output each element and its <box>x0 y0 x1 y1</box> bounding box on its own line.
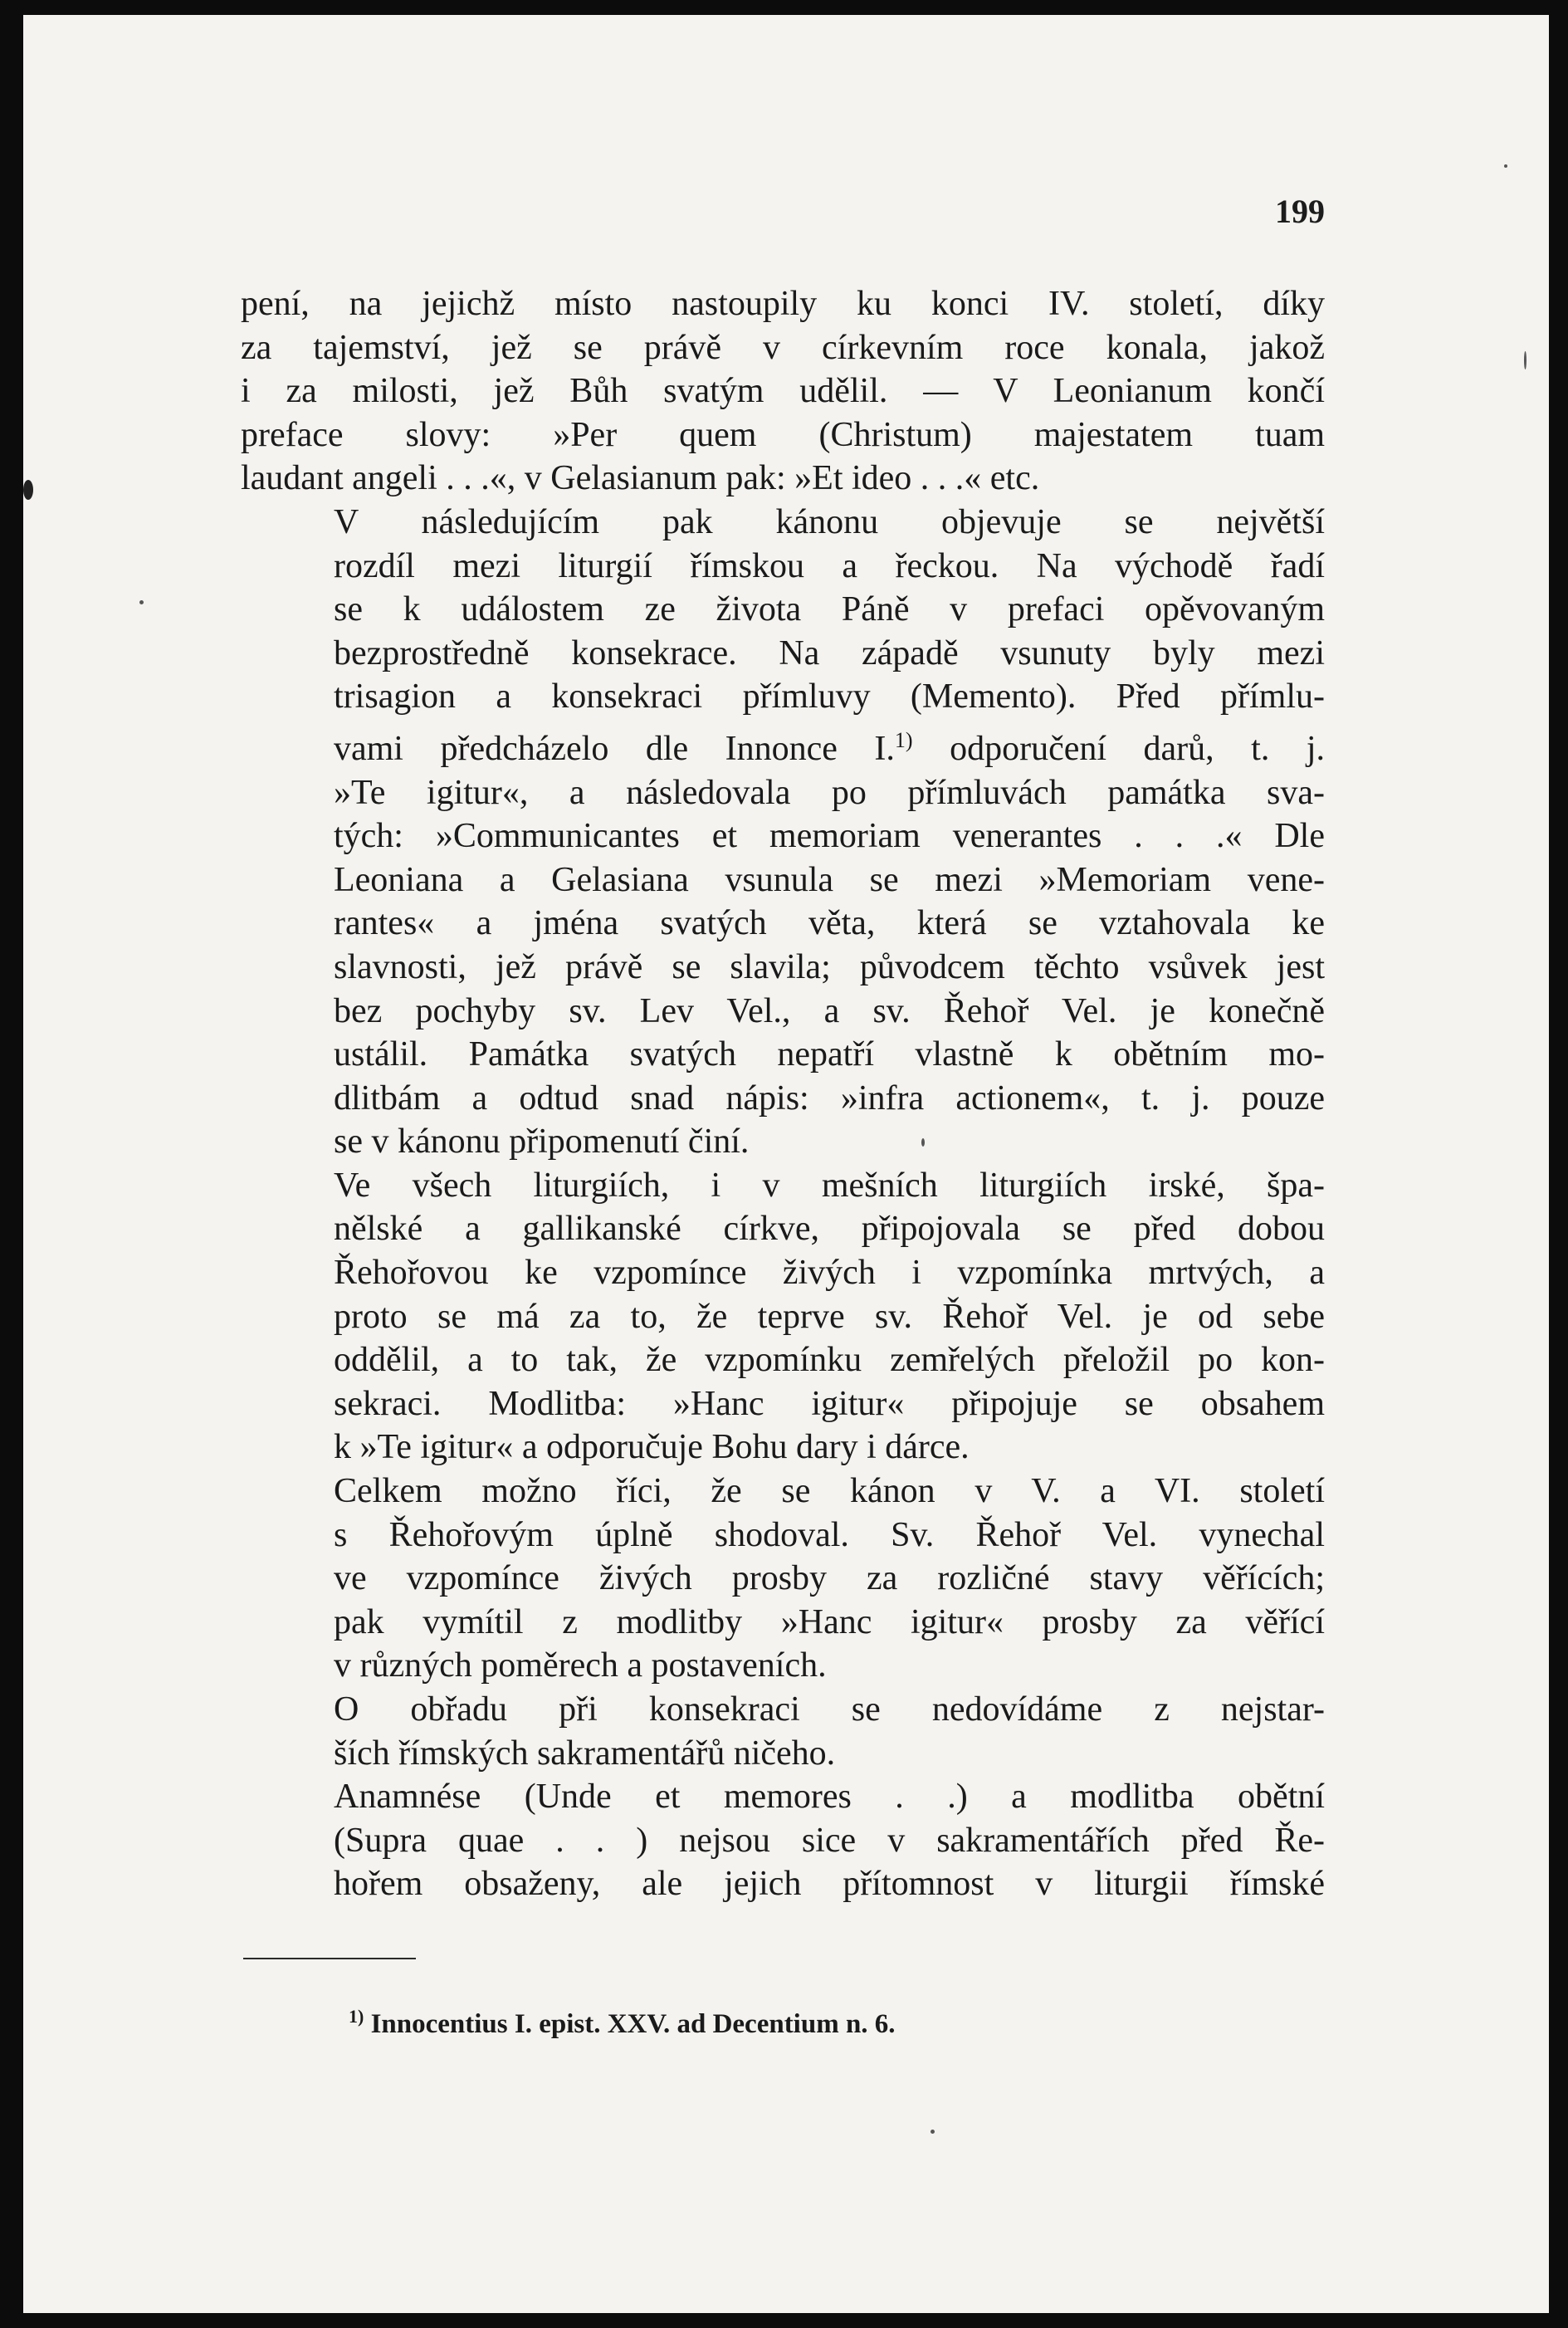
text-line: dlitbám a odtud snad nápis: »infra actionem«, t. j. pouze <box>334 1078 1325 1118</box>
text-segment: odporučení darů, t. j. <box>912 729 1325 768</box>
text-line: sekraci. Modlitba: »Hanc igitur« připojuje se obsahem <box>334 1384 1325 1423</box>
footnote-text: Innocentius I. epist. XXV. ad Decentium n. 6. <box>370 2009 896 2039</box>
paragraph <box>241 1470 1325 1688</box>
text-line: oddělil, a to tak, že vzpomínku zemřelých přeložil po kon- <box>334 1341 1325 1380</box>
text-line: k »Te igitur« a odporučuje Bohu dary i dárce. <box>334 1428 970 1467</box>
text-segment: vami předcházelo dle Innonce I. <box>334 729 895 768</box>
text-line: ve vzpomínce živých prosby za rozličné stavy věřících; <box>334 1559 1325 1598</box>
paragraph <box>241 501 1325 1164</box>
text-line: Řehořovou ke vzpomínce živých i vzpomínka mrtvých, a <box>334 1254 1325 1293</box>
text-line: Anamnése (Unde et memores . .) a modlitba obětní <box>334 1778 1325 1817</box>
text-line: pak vymítil z modlitby »Hanc igitur« prosby za věřící <box>334 1602 1325 1641</box>
body-text <box>241 282 1325 1906</box>
text-line: »Te igitur«, a následovala po přímluvách památka sva- <box>334 773 1325 812</box>
footnote <box>349 2006 896 2040</box>
text-line: (Supra quae . . ) nejsou sice v sakramentářích před Ře- <box>334 1821 1325 1860</box>
text-line: se k událostem ze života Páně v prefaci opěvovaným <box>334 590 1325 629</box>
text-line: bezprostředně konsekrace. Na západě vsunuty byly mezi <box>334 633 1325 672</box>
text-line: O obřadu při konsekraci se nedovídáme z nejstar- <box>334 1690 1325 1729</box>
footnote-reference: 1) <box>894 727 913 752</box>
text-line: hořem obsaženy, ale jejich přítomnost v liturgii římské <box>334 1865 1325 1904</box>
scan-speck <box>1504 164 1507 168</box>
text-line-with-footnote <box>241 719 1325 771</box>
text-line: bez pochyby sv. Lev Vel., a sv. Řehoř Vel. je konečně <box>334 991 1325 1030</box>
page-number: 199 <box>1275 193 1325 230</box>
text-line: Leoniana a Gelasiana vsunula se mezi »Memoriam vene- <box>334 860 1325 899</box>
text-line: V následujícím pak kánonu objevuje se největší <box>334 502 1325 541</box>
text-line: proto se má za to, že teprve sv. Řehoř Vel. je od sebe <box>334 1297 1325 1336</box>
text-line: rantes« a jména svatých věta, která se vztahovala ke <box>334 904 1325 943</box>
text-line: tých: »Communicantes et memoriam venerantes . . .« Dle <box>334 817 1325 856</box>
text-line: Celkem možno říci, že se kánon v V. a VI. století <box>334 1472 1325 1511</box>
text-line: preface slovy: »Per quem (Christum) majestatem tuam <box>241 415 1325 454</box>
book-page <box>23 15 1549 2313</box>
text-line: pení, na jejichž místo nastoupily ku konci IV. století, díky <box>241 285 1325 323</box>
text-line: v různých poměrech a postaveních. <box>334 1646 827 1685</box>
scan-speck <box>921 1138 925 1147</box>
footnote-marker: 1) <box>349 2006 364 2027</box>
paragraph <box>241 1164 1325 1470</box>
text-line: i za milosti, jež Bůh svatým udělil. — V Leonianum končí <box>241 372 1325 411</box>
text-line: ustálil. Památka svatých nepatří vlastně k obětním mo- <box>334 1035 1325 1074</box>
text-line: nělské a gallikanské církve, připojovala se před dobou <box>334 1210 1325 1249</box>
text-line: se v kánonu připomenutí činí. <box>334 1122 750 1162</box>
scan-speck <box>931 2130 935 2134</box>
text-line: laudant angeli . . .«, v Gelasianum pak: »Et ideo . . .« etc. <box>241 459 1040 498</box>
paragraph <box>241 282 1325 501</box>
text-line: slavnosti, jež právě se slavila; původcem těchto vsůvek jest <box>334 947 1325 986</box>
text-line: trisagion a konsekraci přímluvy (Memento). Před přímlu- <box>334 677 1325 716</box>
scan-speck <box>1524 351 1526 369</box>
paragraph <box>241 1775 1325 1906</box>
text-line: ších římských sakramentářů ničeho. <box>334 1734 836 1773</box>
paragraph <box>241 1688 1325 1775</box>
footnote-divider <box>243 1958 416 1959</box>
text-line: za tajemství, jež se právě v církevním roce konala, jakož <box>241 328 1325 367</box>
text-line: s Řehořovým úplně shodoval. Sv. Řehoř Vel. vynechal <box>334 1515 1325 1554</box>
text-line: rozdíl mezi liturgií římskou a řeckou. Na východě řadí <box>334 546 1325 585</box>
scan-speck <box>139 600 144 604</box>
scan-speck <box>23 480 33 500</box>
text-line: Ve všech liturgiích, i v mešních liturgiích irské, špa- <box>334 1166 1325 1205</box>
